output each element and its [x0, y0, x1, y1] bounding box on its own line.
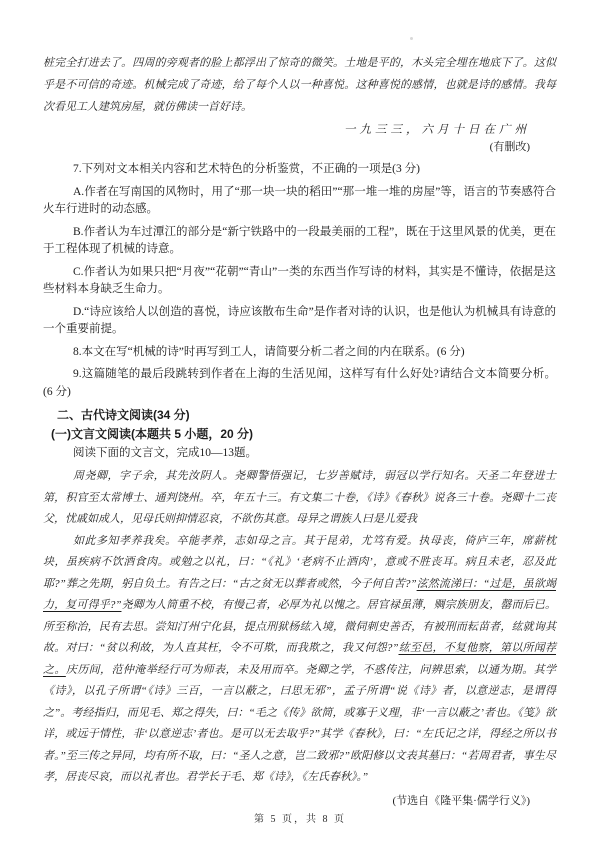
essay-dateline: 一九三三，六月十日在广州 — [344, 124, 530, 136]
question-8-stem: 8.本文在写“机械的诗”时再写到工人，请简要分析二者之间的内在联系。(6 分) — [73, 345, 465, 358]
essay-revision-note: (有删改) — [489, 141, 530, 153]
essay-paragraph: 桩完全打进去了。四周的旁观者的脸上都浮出了惊奇的微笑。土地是平的，木头完全埋在地底下了。这似乎是不可信的奇迹。机械完成了奇迹，给了每个人以一种喜悦。这种喜悦的感情，也就是诗的感情。我每次看见工人建筑房屋，就仿佛读一首好诗。 — [43, 57, 556, 113]
question-7-option-d: D.“诗应该给人以创造的喜悦，诗应该散布生命”是作者对诗的认识，也是他认为机械具有诗意的一个重要前提。 — [43, 305, 556, 335]
question-7-option-b: B.作者认为车过潭江的部分是“新宁铁路中的一段最美丽的工程”，既在于这里风景的优美，更在于工程体现了机械的诗意。 — [43, 225, 556, 255]
classical-segment-underlined-1: 泫然流涕曰：“过是，虽欲竭力，复可得乎?” — [43, 577, 556, 611]
classical-paragraph-2 — [43, 531, 556, 789]
classical-segment-underlined-2: 纮至邑，不复他察，第以所闻荐之。 — [43, 642, 557, 676]
section-two-heading: 二、古代诗文阅读(34 分) — [57, 408, 190, 422]
classical-segment-plain: 尧卿为人简重不校，有慢己者，必厚为礼以愧之。居官禄虽薄，赒宗族朋友，罄而后已。所至称治，民有去思。尝知汀州宁化县，提点刑狱杨纮入境，微伺刺史善否，有被刑而耘苗者，纮就询其故。对曰：“贫以利故，为人直其枉，令不可欺，而我欺之，我又何怨?” — [43, 599, 556, 654]
classical-paragraph-1: 周尧卿，字子余，其先汝阴人。尧卿警悟强记，七岁善赋诗，弱冠以学行知名。天圣二年登进士第，积官至太常博士、通判饶州。卒，年五十三。有文集二十卷，《诗》《春秋》说各三十卷。尧卿十二丧父，忧戚如成人，见母氏则抑情忍哀，不欲伤其意。母异之谓族人曰是儿爱我 — [43, 470, 556, 525]
modern-text-section — [43, 52, 556, 155]
questions-section — [43, 161, 556, 401]
question-7-option-c: C.作者认为如果只把“月夜”“花朝”“青山”一类的东西当作写诗的材料，其实是不懂诗，依据是这些材料本身缺乏生命力。 — [43, 265, 556, 295]
passage-instruction: 阅读下面的文言文，完成10—13题。 — [73, 447, 257, 459]
question-9-stem: 9.这篇随笔的最后段跳转到作者在上海的生活见闻，这样写有什么好处?请结合文本简要分析。(6 分) — [43, 368, 556, 398]
source-attribution: (节选自《隆平集·儒学行义》) — [392, 794, 530, 807]
classical-segment-plain: 庆历间，范仲淹举经行可为师表，未及用而卒。尧卿之学，不惑传注，问辨思索，以通为期。其学《诗》，以孔子所谓“《诗》三百，一言以蔽之，曰思无邪”，孟子所谓“说《诗》者，以意逆志，是谓得之”。考经指归，而见毛、郑之得失，曰：“毛之《传》欲简，或寡于义理，非‘一言以蔽之’者也。《笺》欲详，或远于情性，非‘以意逆志’者也。是可以无去取乎?”其学《春秋》，曰：“左氏记之详，得经之所以书者。”至三传之异同，均有所不取，曰：“圣人之意，岂二致邪?”欧阳修以文表其墓曰：“若周君者，事生尽孝，居丧尽哀，而以礼者也。君学长于毛、郑《诗》，《左氏春秋》。” — [43, 663, 557, 783]
page-number-footer: 第 5 页，共 8 页 — [254, 814, 346, 825]
classical-reading-section — [43, 406, 556, 812]
classical-segment-plain: 如此多知孝养我矣。卒能孝养，志如母之言。其于昆弟，尤笃有爱。执母丧，倚庐三年，席薪枕块，虽疾病不饮酒食肉。或勉之以礼，曰：“《礼》‘老病不止酒肉’，意或不胜丧耳。病且未老，忍及此耶?”葬之先期，躬自负土。有告之曰：“古之贫无以葬者或然，今子何自苦?” — [43, 534, 556, 590]
print-artifact-dot — [410, 37, 413, 40]
question-7-stem: 7.下列对文本相关内容和艺术特色的分析鉴赏，不正确的一项是(3 分) — [73, 163, 420, 175]
part-one-subheading: (一)文言文阅读(本题共 5 小题，20 分) — [51, 427, 254, 441]
question-7-option-a: A.作者在写南国的风物时，用了“那一块一块的稻田”“那一堆一堆的房屋”等，语言的节奏感符合火车行进时的动态感。 — [43, 185, 556, 215]
